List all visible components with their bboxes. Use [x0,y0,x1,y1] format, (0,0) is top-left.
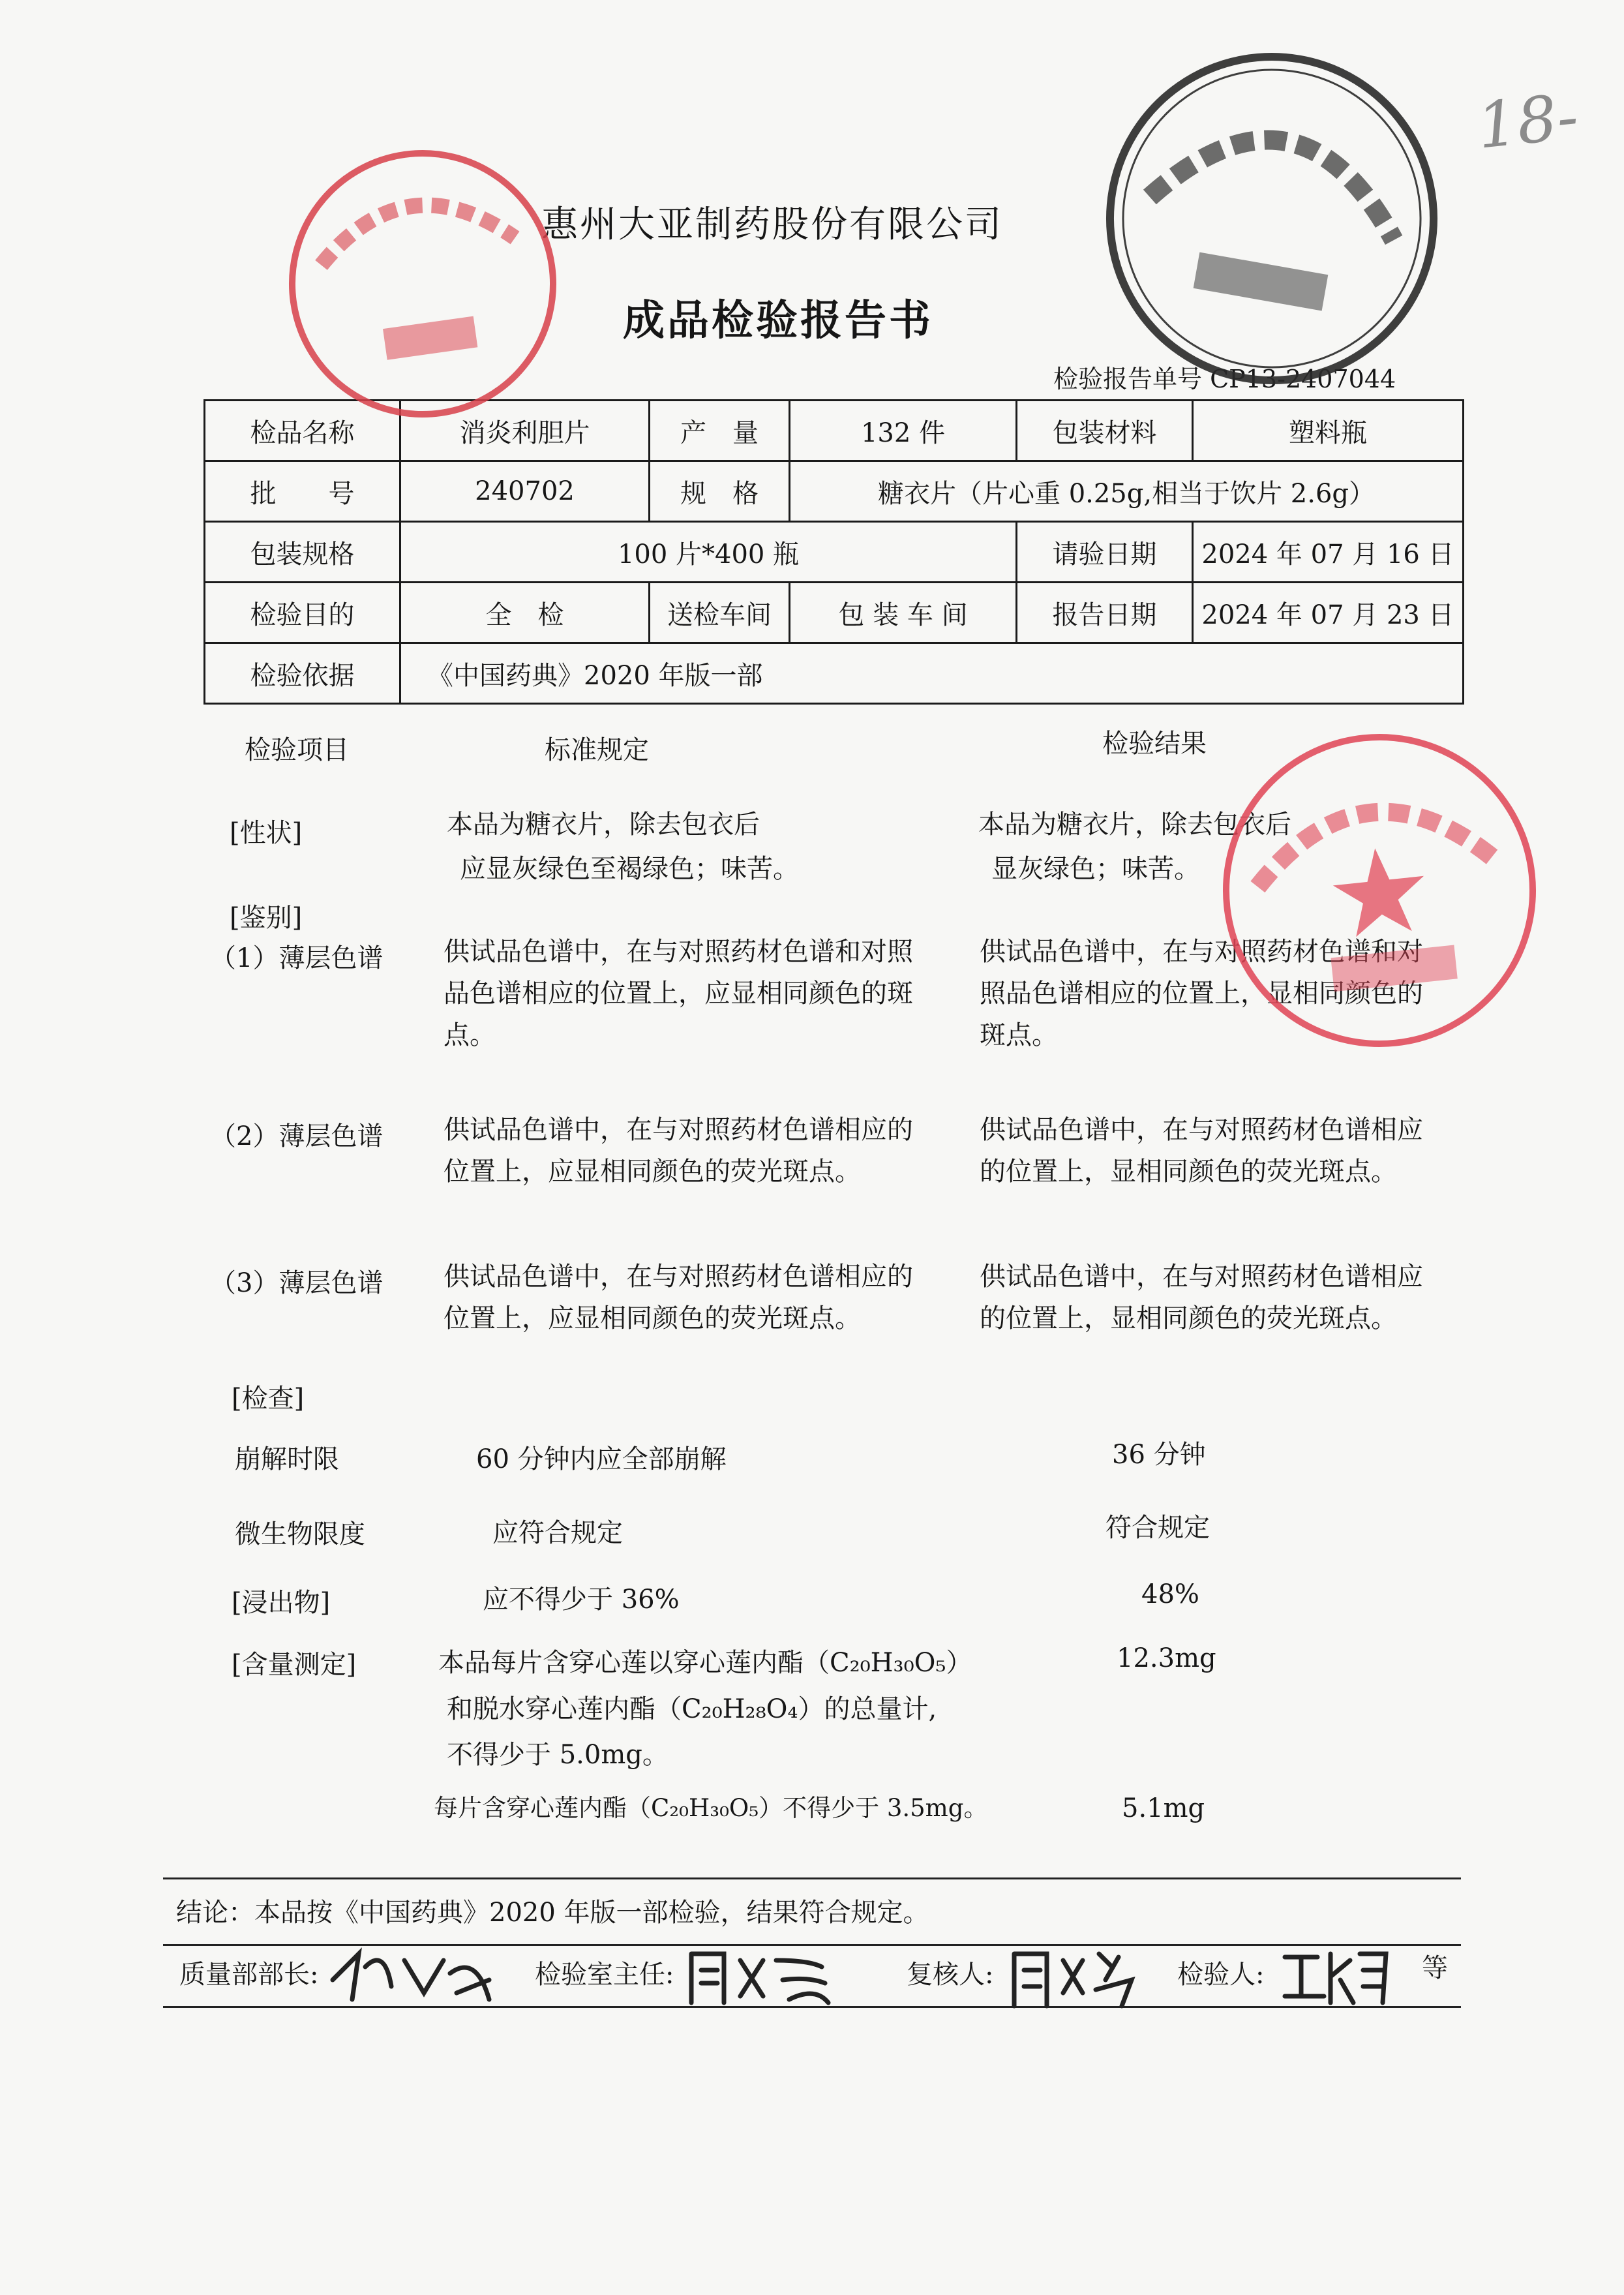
qc-special-stamp [1075,22,1468,415]
assay-standard-line3: 不得少于 5.0mg。 [447,1740,669,1770]
batch-label: 批 号 [205,461,400,522]
section-identification: [鉴别] [230,903,303,933]
disintegration-label: 崩解时限 [235,1444,339,1474]
divider [163,2006,1461,2008]
handwritten-page-number: 18- [1473,80,1582,163]
tlc2-standard: 供试品色谱中，在与对照药材色谱相应的位置上，应显相同颜色的荧光斑点。 [444,1115,913,1187]
tlc1-standard: 供试品色谱中，在与对照药材色谱和对照品色谱相应的位置上，应显相同颜色的斑点。 [444,937,913,1050]
spec-value: 糖衣片（片心重 0.25g,相当于饮片 2.6g） [790,461,1464,522]
assay-standard-line1: 本品每片含穿心莲以穿心莲内酯（C₂₀H₃₀O₅） [438,1648,972,1678]
report-title: 成品检验报告书 [623,297,933,345]
qa-head-signature [326,1941,502,2013]
column-header-item: 检验项目 [245,735,349,765]
disintegration-result: 36 分钟 [1112,1440,1206,1470]
reviewer-signature [1008,1941,1145,2013]
section-appearance: [性状] [230,818,303,848]
tlc3-standard: 供试品色谱中，在与对照药材色谱相应的位置上，应显相同颜色的荧光斑点。 [444,1262,913,1333]
request-date-label: 请验日期 [1017,522,1193,583]
inspector-label: 检验人: [1177,1960,1265,1990]
purpose-label: 检验目的 [205,583,400,643]
packaging-material-value: 塑料瓶 [1193,401,1464,461]
lab-director-signature [685,1941,835,2013]
assay-standard-line2: 和脱水穿心莲内酯（C₂₀H₂₈O₄）的总量计, [447,1694,937,1724]
section-inspection: [检查] [232,1384,305,1414]
assay-label: [含量测定] [232,1650,357,1680]
workshop-value: 包 装 车 间 [790,583,1017,643]
microbial-label: 微生物限度 [235,1519,365,1549]
qa-department-stamp [268,129,577,438]
package-spec-value: 100 片*400 瓶 [400,522,1017,583]
assay-result-2: 5.1mg [1122,1793,1205,1823]
report-date-value: 2024 年 07 月 23 日 [1193,583,1464,643]
disintegration-standard: 60 分钟内应全部崩解 [476,1444,727,1474]
distributor-quality-stamp [1204,715,1556,1067]
tlc1-result: 供试品色谱中，在与对照药材色谱和对照品色谱相应的位置上，显相同颜色的斑点。 [980,937,1423,1050]
table-row [205,461,1464,522]
package-spec-label: 包装规格 [205,522,400,583]
appearance-standard-line1: 本品为糖衣片，除去包衣后 [447,810,760,840]
table-row [205,643,1464,704]
qa-head-label: 质量部部长: [179,1960,319,1990]
quantity-value: 132 件 [790,401,1017,461]
microbial-result: 符合规定 [1105,1513,1210,1543]
lab-director-label: 检验室主任: [535,1960,674,1990]
signatures-etc: 等 [1422,1953,1448,1983]
report-date-label: 报告日期 [1017,583,1193,643]
appearance-result-line1: 本品为糖衣片，除去包衣后 [978,810,1291,840]
product-name-label: 检品名称 [205,401,400,461]
extract-standard: 应不得少于 36% [483,1585,680,1615]
assay-result-1: 12.3mg [1117,1643,1216,1673]
inspector-signature [1278,1941,1389,2013]
column-header-standard: 标准规定 [545,735,649,765]
basis-label: 检验依据 [205,643,400,704]
microbial-standard: 应符合规定 [492,1518,623,1548]
company-name: 惠州大亚制药股份有限公司 [541,204,1003,246]
appearance-result-line2: 显灰绿色；味苦。 [991,854,1200,884]
workshop-label: 送检车间 [650,583,790,643]
conclusion: 结论：本品按《中国药典》2020 年版一部检验，结果符合规定。 [176,1898,929,1928]
tlc3-result: 供试品色谱中，在与对照药材色谱相应的位置上，显相同颜色的荧光斑点。 [980,1262,1423,1333]
appearance-standard-line2: 应显灰绿色至褐绿色；味苦。 [460,854,799,884]
batch-value: 240702 [400,461,650,522]
divider [163,1877,1461,1879]
report-number-value: CP13-2407044 [1210,365,1396,393]
tlc2-result: 供试品色谱中，在与对照药材色谱相应的位置上，显相同颜色的荧光斑点。 [980,1115,1423,1187]
basis-value: 《中国药典》2020 年版一部 [400,643,1464,704]
purpose-value: 全 检 [400,583,650,643]
packaging-material-label: 包装材料 [1017,401,1193,461]
quantity-label: 产 量 [650,401,790,461]
request-date-value: 2024 年 07 月 16 日 [1193,522,1464,583]
reviewer-label: 复核人: [907,1960,994,1990]
tlc2-label: （2）薄层色谱 [210,1121,383,1151]
extract-label: [浸出物] [232,1588,331,1618]
column-header-result: 检验结果 [1102,729,1207,759]
report-number-label: 检验报告单号 [1053,365,1203,393]
product-info-table [203,399,1464,705]
tlc3-label: （3）薄层色谱 [210,1268,383,1298]
tlc1-label: （1）薄层色谱 [210,943,383,973]
spec-label: 规 格 [650,461,790,522]
table-row [205,522,1464,583]
table-row [205,583,1464,643]
assay-standard-line4: 每片含穿心莲内酯（C₂₀H₃₀O₅）不得少于 3.5mg。 [434,1794,988,1822]
product-name-value: 消炎利胆片 [400,401,650,461]
extract-result: 48% [1141,1579,1199,1609]
